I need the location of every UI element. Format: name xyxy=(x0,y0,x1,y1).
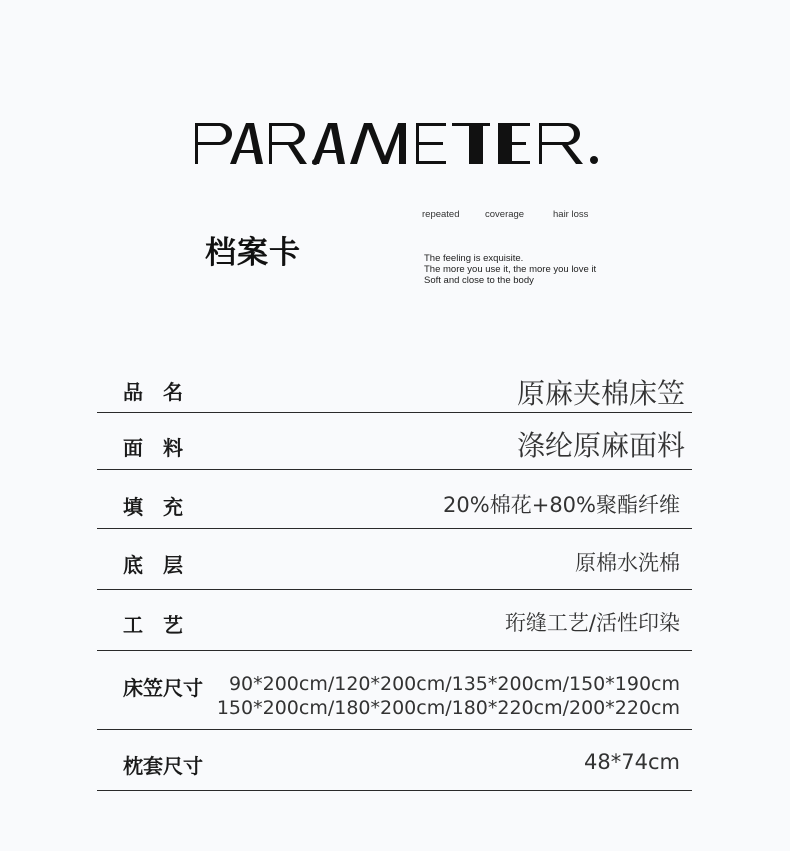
spec-value: 珩缝工艺/活性印染 xyxy=(504,611,680,635)
tag-coverage: coverage xyxy=(485,209,525,220)
parameter-wordmark xyxy=(190,108,610,178)
tag-hair-loss: hair loss xyxy=(553,209,589,220)
spec-label: 枕套尺寸 xyxy=(123,754,203,778)
spec-row-craft xyxy=(97,590,692,651)
spec-label: 床笠尺寸 xyxy=(123,676,203,700)
spec-value: 原棉水洗棉 xyxy=(575,551,680,575)
spec-value: 20%棉花+80%聚酯纤维 xyxy=(443,493,680,517)
slogan-line: The more you use it, the more you love it xyxy=(424,264,597,275)
spec-value: 原麻夹棉床笠 xyxy=(516,377,685,410)
spec-value: 涤纶原麻面料 xyxy=(516,429,685,462)
tag-repeated: repeated xyxy=(422,209,460,220)
slogan-block xyxy=(424,253,596,286)
spec-row-fitted-sheet-size xyxy=(97,651,692,730)
spec-value: 48*74cm xyxy=(584,750,680,774)
spec-value-multiline xyxy=(217,672,680,720)
slogan-line: Soft and close to the body xyxy=(424,275,534,286)
card-title: 档案卡 xyxy=(205,235,301,271)
size-line: 150*200cm/180*200cm/180*220cm/200*220cm xyxy=(216,697,680,719)
parameter-wordmark-art xyxy=(190,108,610,178)
spec-row-product-name xyxy=(97,366,692,413)
spec-row-filling xyxy=(97,470,692,529)
spec-label: 面 料 xyxy=(123,436,183,460)
size-line: 90*200cm/120*200cm/135*200cm/150*190cm xyxy=(228,673,680,695)
spec-label: 工 艺 xyxy=(123,613,183,637)
spec-row-pillowcase-size xyxy=(97,730,692,791)
spec-table xyxy=(97,366,692,791)
spec-row-bottom-layer xyxy=(97,529,692,590)
spec-label: 底 层 xyxy=(123,553,183,577)
spec-label: 填 充 xyxy=(123,495,183,519)
spec-label: 品 名 xyxy=(123,380,183,404)
slogan-line: The feeling is exquisite. xyxy=(424,253,524,264)
spec-row-fabric xyxy=(97,413,692,470)
